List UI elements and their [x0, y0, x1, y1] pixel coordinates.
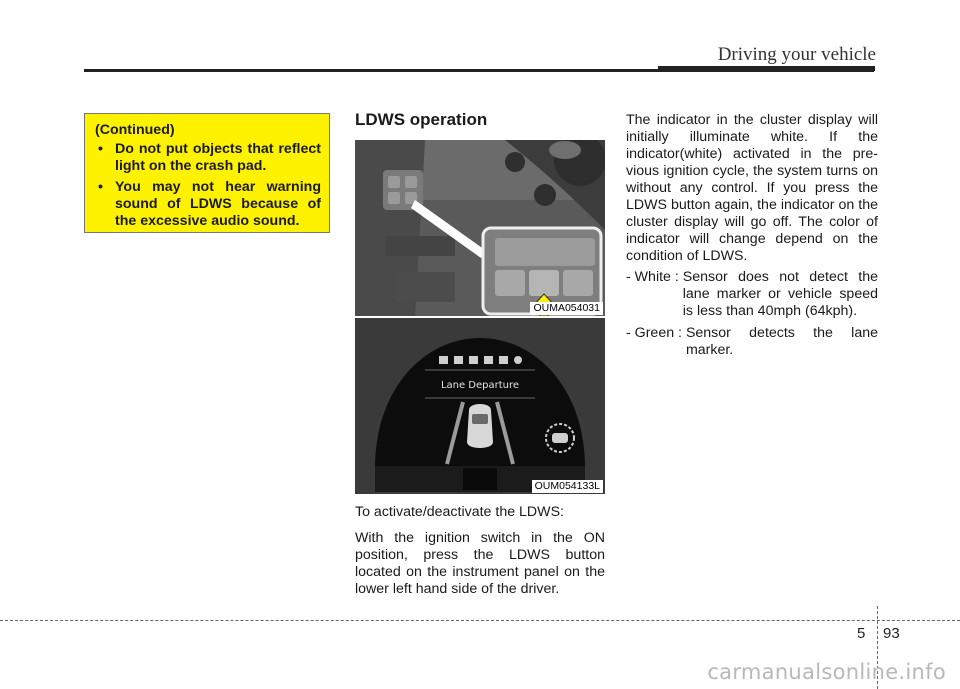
header-rule-accent [658, 66, 875, 71]
dashboard-illustration [355, 140, 605, 316]
chapter-number: 5 [857, 625, 866, 642]
warning-continued: (Continued) [95, 122, 175, 138]
definition-term: - Green : [626, 325, 686, 341]
definition-term: - White : [626, 269, 683, 285]
warning-box [84, 113, 330, 233]
warning-item-text: Do not put objects that reflect light on the crash pad. [115, 141, 321, 174]
section-title: LDWS operation [355, 110, 488, 129]
figure-cluster [355, 318, 605, 494]
right-column [626, 112, 878, 364]
definition-desc: Sensor detects the lane marker. [685, 325, 878, 358]
bullet-icon: • [98, 141, 103, 157]
footer-rule [0, 620, 960, 621]
header-title: Driving your vehicle [717, 44, 876, 65]
cluster-illustration [355, 318, 605, 494]
page-number: 93 [883, 625, 900, 642]
bullet-icon: • [98, 179, 103, 195]
warning-item [93, 141, 321, 175]
definition-desc: Sensor does not detect the lane marker or vehicle speed is less than 40mph (64kph). [682, 269, 878, 319]
watermark: carmanualsonline.info [707, 660, 946, 684]
definition-item [626, 325, 878, 359]
figure-caption: OUM054133L [532, 480, 603, 493]
body-paragraph: To activate/deactivate the LDWS: [355, 504, 564, 520]
definition-item [626, 269, 878, 320]
center-column [355, 108, 605, 607]
warning-item [93, 179, 321, 230]
cluster-screen-label: Lane Departure [440, 380, 520, 391]
body-paragraph: The indicator in the cluster display will initially illuminate white. If the indicator(white) activated in the pre-vious ignition cycle, the system turns on without any control. If you press the LDWS button again, the indicator on the cluster display will go off. The color of indicator will change depend on the condition of LDWS. [626, 112, 878, 264]
figure-caption: OUMA054031 [530, 302, 603, 315]
warning-list [93, 141, 321, 230]
body-paragraph: With the ignition switch in the ON position, press the LDWS button located on the instrument panel on the lower left hand side of the driver. [355, 530, 605, 597]
figure-dashboard [355, 140, 605, 316]
warning-item-text: You may not hear warning sound of LDWS because of the excessive audio sound. [115, 179, 321, 229]
